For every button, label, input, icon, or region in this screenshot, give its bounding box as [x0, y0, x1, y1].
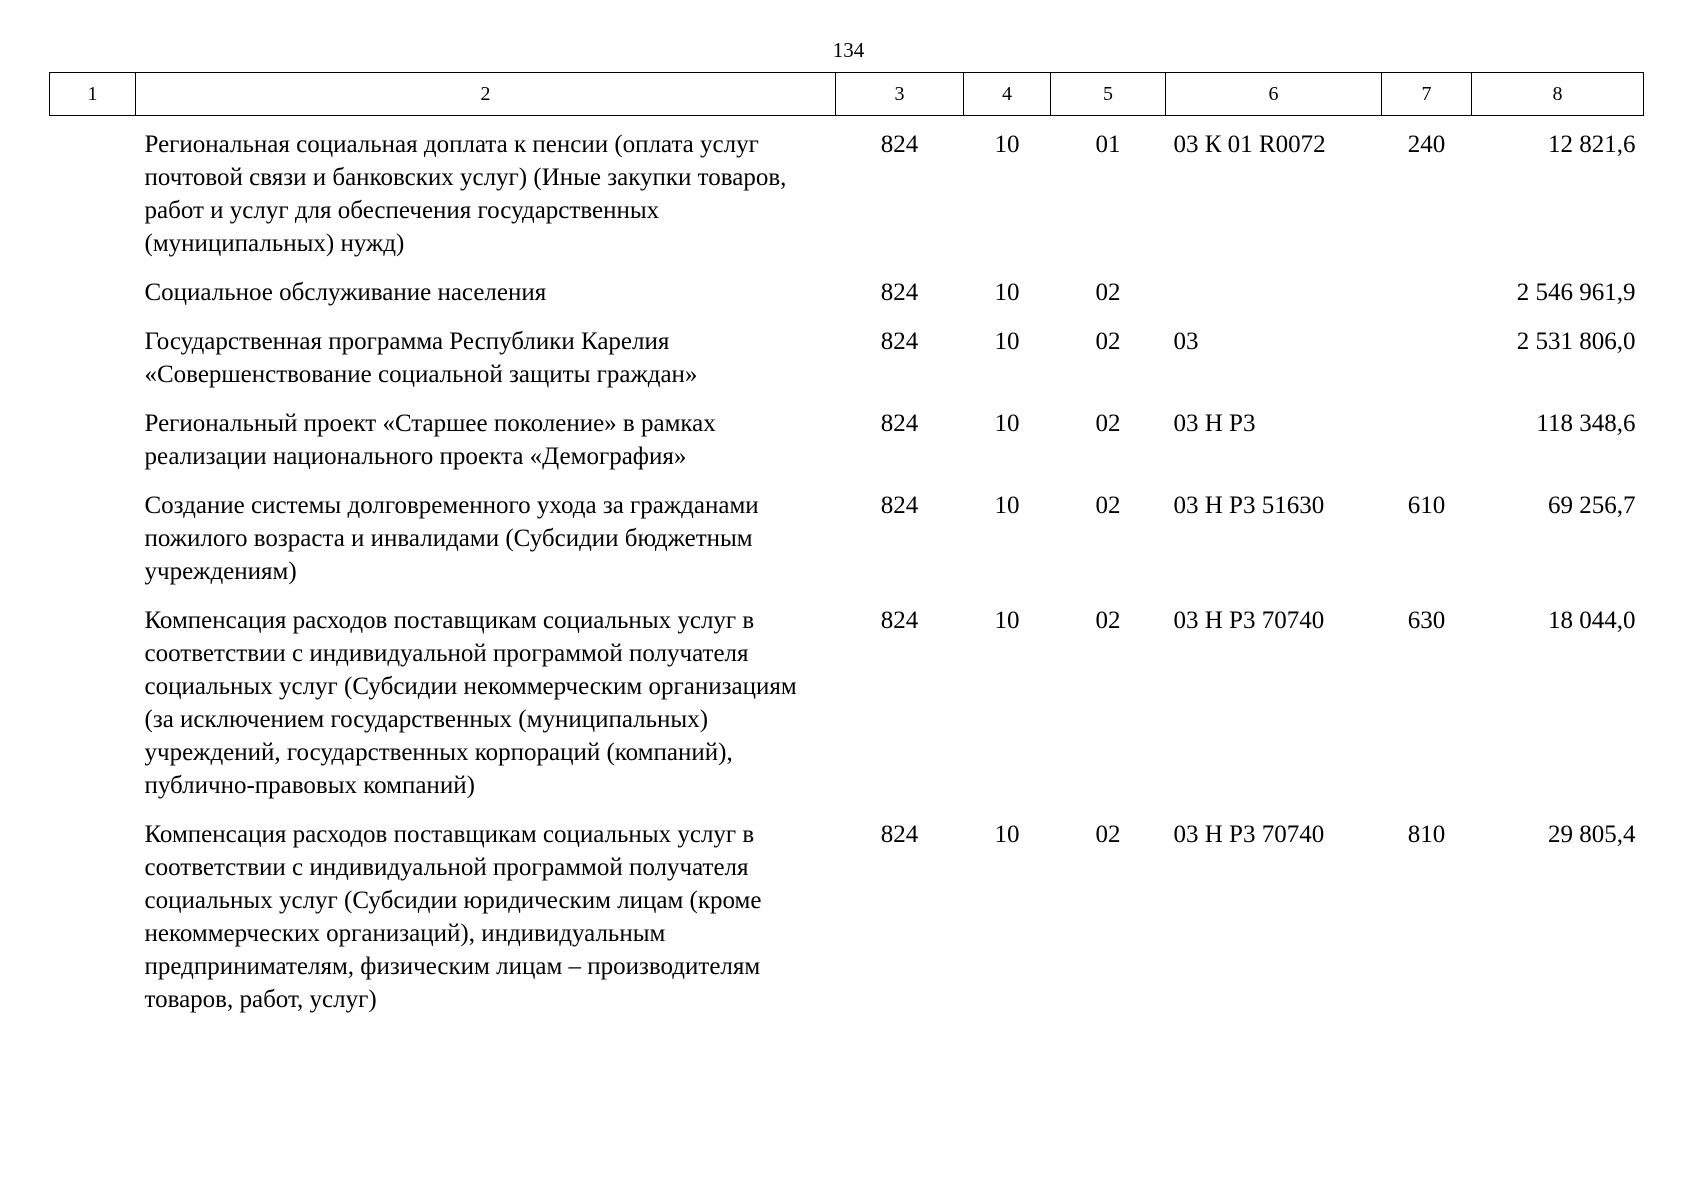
row-name: Компенсация расходов поставщикам социальных услуг в соответствии с индивидуальной программой получателя социальных услуг (Субсидии юридическим лицам (кроме некоммерческих организаций), индивидуальным предпринимателям, физическим лицам – производителям товаров, работ, услуг) — [144, 821, 762, 1013]
col3-cell: 824 — [880, 410, 919, 437]
table-row — [50, 802, 1644, 1016]
table-row — [50, 309, 1644, 391]
header-cell-2: 2 — [136, 73, 836, 116]
col1-cell — [50, 473, 136, 588]
header-cell-3: 3 — [836, 73, 964, 116]
page-number: 134 — [832, 38, 865, 62]
header-cell-1: 1 — [50, 73, 136, 116]
col3-cell: 824 — [880, 328, 919, 355]
col7-cell: 240 — [1407, 131, 1446, 158]
header-cell-4: 4 — [964, 73, 1051, 116]
col6-cell: 03 Н Р3 70740 — [1173, 821, 1325, 848]
col8-cell: 69 256,7 — [1548, 492, 1636, 519]
col7-cell — [1382, 260, 1472, 309]
col8-cell: 29 805,4 — [1548, 821, 1636, 848]
col7-cell — [1382, 391, 1472, 473]
col3-cell: 824 — [880, 279, 919, 306]
col8-cell: 18 044,0 — [1548, 607, 1636, 634]
header-row — [50, 73, 1644, 116]
col4-cell: 10 — [994, 607, 1020, 634]
col1-cell — [50, 260, 136, 309]
row-name: Региональная социальная доплата к пенсии (оплата услуг почтовой связи и банковских услуг) (Иные закупки товаров, работ и услуг для обеспечения государственных (муниципальных) нужд) — [144, 131, 787, 257]
col5-cell: 02 — [1095, 821, 1121, 848]
col8-cell: 2 531 806,0 — [1516, 328, 1636, 355]
col7-cell — [1382, 309, 1472, 391]
col1-cell — [50, 588, 136, 802]
col1-cell — [50, 802, 136, 1016]
header-cell-8: 8 — [1472, 73, 1644, 116]
col4-cell: 10 — [994, 410, 1020, 437]
col4-cell: 10 — [994, 279, 1020, 306]
table-row — [50, 473, 1644, 588]
header-cell-5: 5 — [1051, 73, 1166, 116]
col3-cell: 824 — [880, 131, 919, 158]
col8-cell: 2 546 961,9 — [1516, 279, 1636, 306]
col5-cell: 01 — [1095, 131, 1121, 158]
col6-cell: 03 — [1173, 328, 1199, 355]
col4-cell: 10 — [994, 131, 1020, 158]
col7-cell: 810 — [1407, 821, 1446, 848]
row-name: Государственная программа Республики Карелия «Совершенствование социальной защиты граждан» — [144, 328, 698, 388]
col6-cell — [1166, 260, 1382, 309]
col1-cell — [50, 391, 136, 473]
col4-cell: 10 — [994, 821, 1020, 848]
budget-table — [49, 72, 1644, 1016]
table-row — [50, 391, 1644, 473]
row-name: Создание системы долговременного ухода за гражданами пожилого возраста и инвалидами (Субсидии бюджетным учреждениям) — [144, 492, 759, 585]
col3-cell: 824 — [880, 492, 919, 519]
col5-cell: 02 — [1095, 328, 1121, 355]
col3-cell: 824 — [880, 821, 919, 848]
col4-cell: 10 — [994, 328, 1020, 355]
col3-cell: 824 — [880, 607, 919, 634]
col5-cell: 02 — [1095, 492, 1121, 519]
col6-cell: 03 К 01 R0072 — [1173, 131, 1326, 158]
header-cell-6: 6 — [1166, 73, 1382, 116]
table-row — [50, 588, 1644, 802]
table-row — [50, 260, 1644, 309]
col5-cell: 02 — [1095, 279, 1121, 306]
col6-cell: 03 Н Р3 — [1173, 410, 1256, 437]
col8-cell: 118 348,6 — [1536, 410, 1636, 437]
col1-cell — [50, 309, 136, 391]
col6-cell: 03 Н Р3 51630 — [1173, 492, 1325, 519]
col7-cell: 630 — [1407, 607, 1446, 634]
col6-cell: 03 Н Р3 70740 — [1173, 607, 1325, 634]
col8-cell: 12 821,6 — [1548, 131, 1636, 158]
row-name: Компенсация расходов поставщикам социальных услуг в соответствии с индивидуальной программой получателя социальных услуг (Субсидии некоммерческим организациям (за исключением государственных (муниципальных) учреждений, государственных корпораций (компаний), публично-правовых компаний) — [144, 607, 797, 799]
col5-cell: 02 — [1095, 607, 1121, 634]
table-row — [50, 116, 1644, 261]
header-cell-7: 7 — [1382, 73, 1472, 116]
col5-cell: 02 — [1095, 410, 1121, 437]
col4-cell: 10 — [994, 492, 1020, 519]
row-name: Социальное обслуживание населения — [144, 279, 547, 306]
col7-cell: 610 — [1407, 492, 1446, 519]
col1-cell — [50, 116, 136, 261]
row-name: Региональный проект «Старшее поколение» в рамках реализации национального проекта «Демография» — [144, 410, 716, 470]
